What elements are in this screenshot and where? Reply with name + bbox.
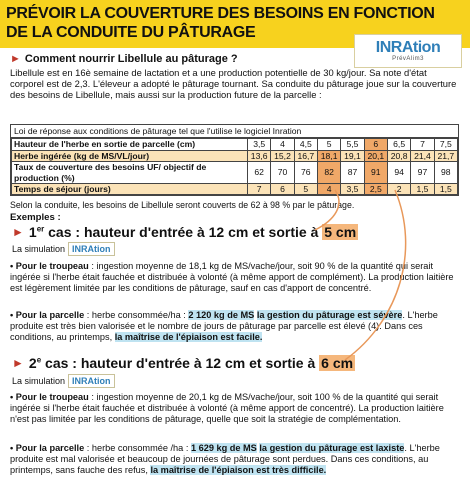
table-cell: 21,4: [411, 150, 434, 162]
triangle-icon: ►: [12, 356, 24, 371]
table-cell: 3,5: [248, 139, 271, 151]
table-cell: 7: [248, 183, 271, 195]
examples-label: Exemples :: [10, 212, 61, 223]
table-cell: 13,6: [248, 150, 271, 162]
table-cell: 91: [364, 162, 387, 184]
table-cell: 4: [317, 183, 340, 195]
table-cell: 6,5: [387, 139, 410, 151]
table-cell: 98: [434, 162, 457, 184]
table-row-label: Hauteur de l'herbe en sortie de parcelle (cm): [12, 139, 248, 151]
table-cell: 18,1: [317, 150, 340, 162]
table-cell: 15,2: [271, 150, 294, 162]
table-cell: 6: [271, 183, 294, 195]
table-cell: 1,5: [411, 183, 434, 195]
table-cell: 7: [411, 139, 434, 151]
table-cell: 4,5: [294, 139, 317, 151]
title-line-2: DE LA CONDUITE DU PÂTURAGE: [6, 24, 256, 41]
table-cell: 4: [271, 139, 294, 151]
case2-parcelle: • Pour la parcelle : herbe consommée /ha : 1 629 kg de MS la gestion du pâturage est laxiste. L'herbe produite est mal valorisée et beaucoup de journées de pâturage sont perdues. Dans ces conditions, au printemps, sans fauche des refus, la maîtrise de l'épiaison est très difficile.: [10, 443, 440, 475]
table-row: [12, 150, 458, 162]
table-body: [11, 138, 458, 195]
table-cell: 16,7: [294, 150, 317, 162]
logo-tag: PrévAlim3: [392, 56, 424, 62]
table-cell: 1,5: [434, 183, 457, 195]
table-cell: 5: [294, 183, 317, 195]
table-cell: 76: [294, 162, 317, 184]
table-cell: 87: [341, 162, 364, 184]
table-row-label: Taux de couverture des besoins UF/ objectif de production (%): [12, 162, 248, 184]
table-row-label: Temps de séjour (jours): [12, 183, 248, 195]
case1-highlight: 5 cm: [324, 224, 357, 240]
table-cell: 2,5: [364, 183, 387, 195]
case1-title: ► 1er cas : hauteur d'entrée à 12 cm et sortie à 5 cm: [12, 224, 357, 240]
table-cell: 94: [387, 162, 410, 184]
table-cell: 7,5: [434, 139, 457, 151]
triangle-icon: ►: [12, 225, 24, 240]
table-cell: 20,1: [364, 150, 387, 162]
intro-text: Libellule est en 16è semaine de lactation et a une production potentielle de 30 kg/jour. Sa note d'état corporel est de 2,3. L'éleveur a adopté le pâturage tournant. Sa conduite du pâturage joue sur la couverture des besoins de Libellule, mais aussi sur la production future de la parcelle :: [10, 67, 457, 100]
case1-simulation: La simulation INRAtion: [12, 242, 115, 256]
inration-logo: [354, 34, 462, 68]
case2-simulation: La simulation INRAtion: [12, 374, 115, 388]
table-row-label: Herbe ingérée (kg de MS/VL/jour): [12, 150, 248, 162]
triangle-icon: ►: [10, 53, 21, 65]
table-cell: 20,8: [387, 150, 410, 162]
table-row: [12, 139, 458, 151]
table-cell: 2: [387, 183, 410, 195]
case2-highlight: 6 cm: [321, 355, 354, 371]
table-cell: 5,5: [341, 139, 364, 151]
inration-mini-logo: INRAtion: [68, 242, 115, 256]
table-caption: Loi de réponse aux conditions de pâturage tel que l'utilise le logiciel Inration: [11, 125, 458, 138]
logo-brand: INRAtion: [375, 39, 441, 56]
table-cell: 6: [364, 139, 387, 151]
title-line-1: PRÉVOIR LA COUVERTURE DES BESOINS EN FONCTION: [6, 5, 435, 22]
table-cell: 3,5: [341, 183, 364, 195]
case2-troupeau: • Pour le troupeau : ingestion moyenne de 20,1 kg de MS/vache/jour, soit 100 % de la quantité qui serait ingérée si l'herbe était fauchée et distribuée à volonté (à même apport de concentré). La production laitière n'est pas limitée par les conditions de pâturage, quelle que soit la stratégie de complémentation.: [10, 392, 444, 424]
table-cell: 19,1: [341, 150, 364, 162]
inration-mini-logo: INRAtion: [68, 374, 115, 388]
table-row: [12, 162, 458, 184]
table-cell: 97: [411, 162, 434, 184]
question-heading: ► Comment nourrir Libellule au pâturage ?: [10, 53, 238, 65]
case2-title: ► 2e cas : hauteur d'entrée à 12 cm et sortie à 6 cm: [12, 355, 354, 371]
case1-troupeau: • Pour le troupeau : ingestion moyenne de 18,1 kg de MS/vache/jour, soit 90 % de la quantité qui serait ingérée si l'herbe était fauchée et distribuée à volonté (à même apport de complément). La production laitière est légèrement limitée par les conditions de pâturage, sauf en cas d'apport de concentré.: [10, 261, 454, 293]
table-cell: 21,7: [434, 150, 457, 162]
case1-parcelle: • Pour la parcelle : herbe consommée/ha : 2 120 kg de MS la gestion du pâturage est sévère. L'herbe produite est très bien valorisée et le nombre de jours de pâturage par parcelle est élevé (4). Dans ces conditions, au printemps, la maîtrise de l'épiaison est facile.: [10, 310, 438, 342]
after-table-text: Selon la conduite, les besoins de Libellule seront couverts de 62 à 98 % par le pâturage.: [10, 200, 355, 210]
table-row: [12, 183, 458, 195]
table-cell: 62: [248, 162, 271, 184]
table-cell: 70: [271, 162, 294, 184]
response-table: [10, 124, 459, 196]
table-cell: 5: [317, 139, 340, 151]
table-cell: 82: [317, 162, 340, 184]
